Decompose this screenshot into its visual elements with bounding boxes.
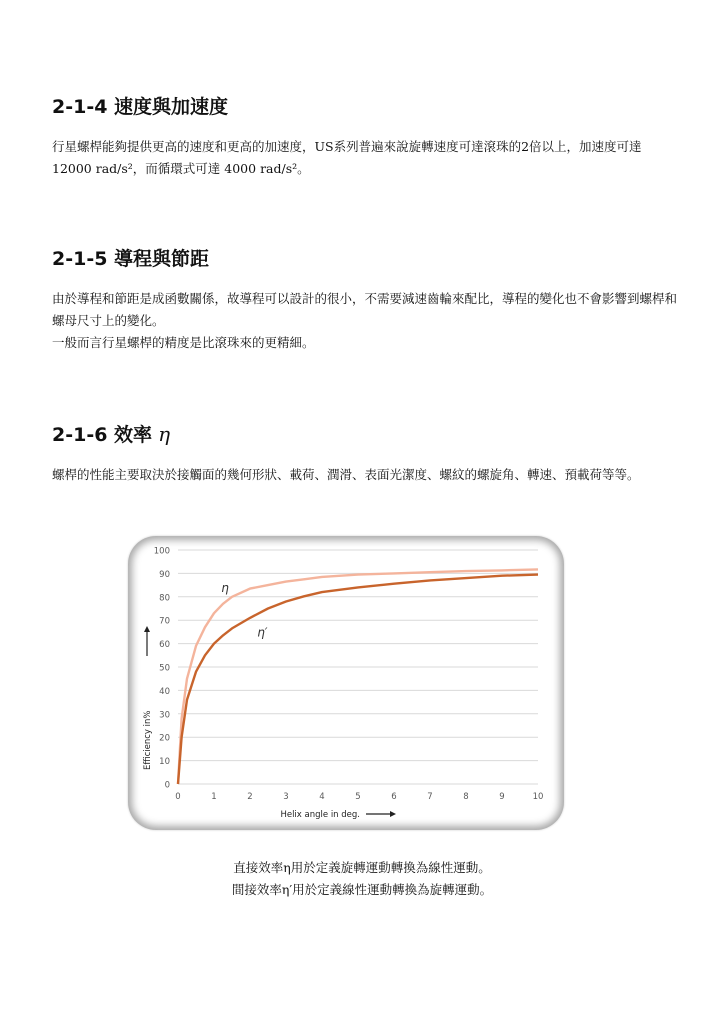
paragraph-speed-acceleration: 行星螺桿能夠提供更高的速度和更高的加速度，US系列普遍來說旋轉速度可達滾珠的2倍以上，加速度可達12000 rad/s²，而循環式可達 4000 rad/s²。 (52, 139, 642, 176)
x-tick-label: 7 (427, 792, 433, 802)
x-tick-label: 3 (283, 792, 289, 802)
x-axis-label: Helix angle in deg. (280, 810, 360, 820)
y-axis-arrowhead (144, 626, 150, 632)
paragraph-precision: 一般而言行星螺桿的精度是比滾珠來的更精細。 (52, 335, 315, 350)
y-tick-label: 70 (159, 616, 170, 627)
x-tick-label: 6 (391, 792, 397, 802)
section-heading-2-1-5: 2-1-5 導程與節距 (52, 248, 210, 270)
section-heading-text: 2-1-6 效率 (52, 424, 153, 446)
y-tick-label: 30 (159, 710, 170, 721)
eta-symbol: η (158, 422, 171, 446)
y-axis-label: Efficiency in% (143, 710, 153, 770)
section-heading-2-1-6 (52, 420, 170, 447)
paragraph-performance-factors: 螺桿的性能主要取決於接觸面的幾何形狀、載荷、潤滑、表面光潔度、螺紋的螺旋角、轉速、預載荷等等。 (52, 467, 640, 482)
section-heading-2-1-4: 2-1-4 速度與加速度 (52, 96, 229, 118)
caption-direct-efficiency: 直接效率η用於定義旋轉運動轉換為線性運動。 (233, 860, 491, 875)
y-tick-label: 0 (164, 780, 170, 791)
y-tick-label: 80 (159, 593, 170, 604)
efficiency-chart (128, 536, 564, 830)
efficiency-chart-frame (128, 536, 564, 830)
x-tick-label: 0 (175, 792, 181, 802)
series-line-eta (178, 569, 538, 784)
y-tick-label: 50 (159, 663, 170, 674)
y-tick-label: 20 (159, 733, 170, 744)
x-tick-label: 5 (355, 792, 361, 802)
series-line-eta-prime (178, 575, 538, 784)
x-tick-label: 8 (463, 792, 469, 802)
x-tick-label: 4 (319, 792, 325, 802)
y-tick-label: 60 (159, 640, 170, 651)
y-tick-label: 40 (159, 686, 170, 697)
caption-indirect-efficiency: 間接效率η′用於定義線性運動轉換為旋轉運動。 (231, 882, 493, 897)
paragraph-lead-pitch: 由於導程和節距是成函數關係，故導程可以設計的很小，不需要減速齒輪來配比，導程的變化也不會影響到螺桿和螺母尺寸上的變化。 (52, 291, 678, 328)
y-tick-label: 100 (153, 546, 170, 557)
x-tick-label: 1 (211, 792, 217, 802)
x-tick-label: 2 (247, 792, 253, 802)
x-tick-label: 10 (532, 792, 544, 802)
series-label-eta: η (221, 581, 229, 596)
x-tick-label: 9 (499, 792, 505, 802)
series-label-eta-prime: η′ (257, 625, 268, 640)
y-tick-label: 10 (159, 757, 170, 768)
y-tick-label: 90 (159, 569, 170, 580)
x-axis-arrowhead (390, 811, 396, 817)
